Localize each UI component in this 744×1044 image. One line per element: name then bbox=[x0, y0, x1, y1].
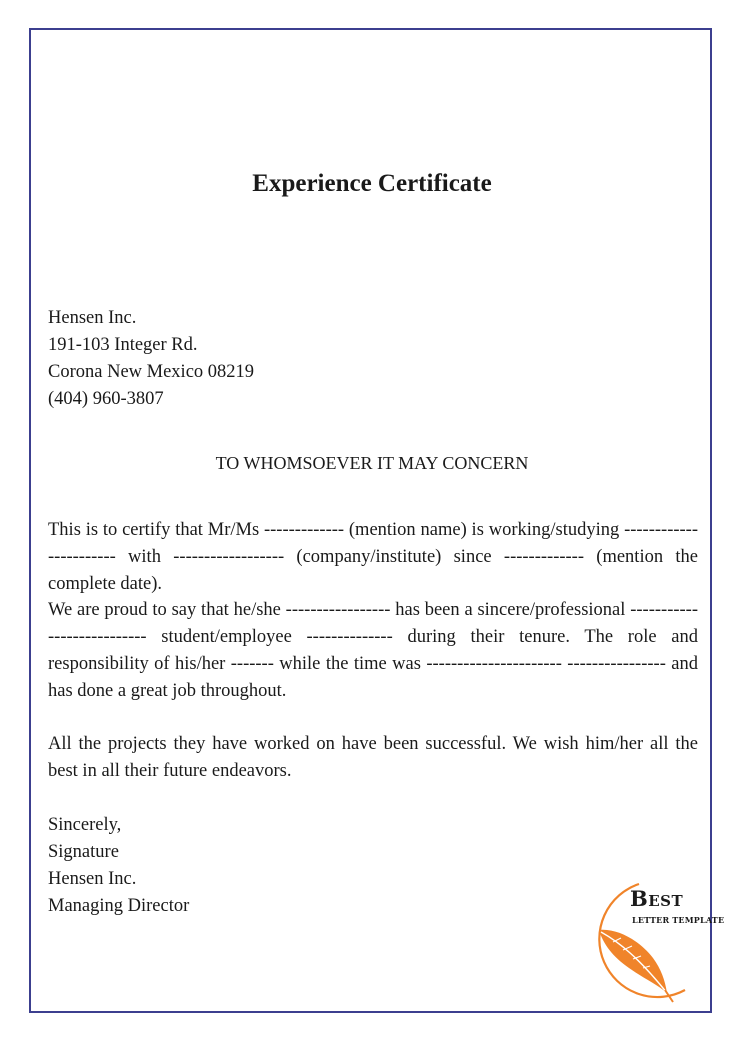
address-city: Corona New Mexico 08219 bbox=[48, 362, 255, 382]
feather-quill-icon bbox=[599, 930, 673, 1002]
address-company: Hensen Inc. bbox=[48, 308, 137, 328]
closing-company: Hensen Inc. bbox=[48, 869, 137, 889]
signature-line: Signature bbox=[48, 842, 119, 862]
brand-initial: B bbox=[630, 886, 649, 911]
document-title: Experience Certificate bbox=[252, 170, 492, 197]
body-paragraph-1: This is to certify that Mr/Ms ------------- (mention name) is working/studying ----------------------- with ------------------ (company/institute) since ------------- (mention the complete date). bbox=[48, 520, 698, 594]
address-street: 191-103 Integer Rd. bbox=[48, 335, 198, 355]
valediction: Sincerely, bbox=[48, 815, 122, 835]
closing-designation: Managing Director bbox=[48, 896, 190, 916]
brand-subtitle: LETTER TEMPLATE bbox=[632, 915, 725, 925]
salutation: TO WHOMSOEVER IT MAY CONCERN bbox=[215, 453, 529, 473]
body-paragraph-3: All the projects they have worked on have been successful. We wish him/her all the best in all their future endeavors. bbox=[48, 734, 698, 781]
body-paragraph-2: We are proud to say that he/she ----------------- has been a sincere/professional --------------------------- student/employee -------------- during their tenure. The role and responsibility of his/her ------- while the time was ---------------------- ---------------- and has done a great job throughout. bbox=[48, 600, 698, 701]
brand-name bbox=[630, 888, 683, 912]
address-phone: (404) 960-3807 bbox=[48, 389, 164, 409]
brand-rest: EST bbox=[648, 892, 684, 910]
sender-address bbox=[48, 305, 698, 413]
